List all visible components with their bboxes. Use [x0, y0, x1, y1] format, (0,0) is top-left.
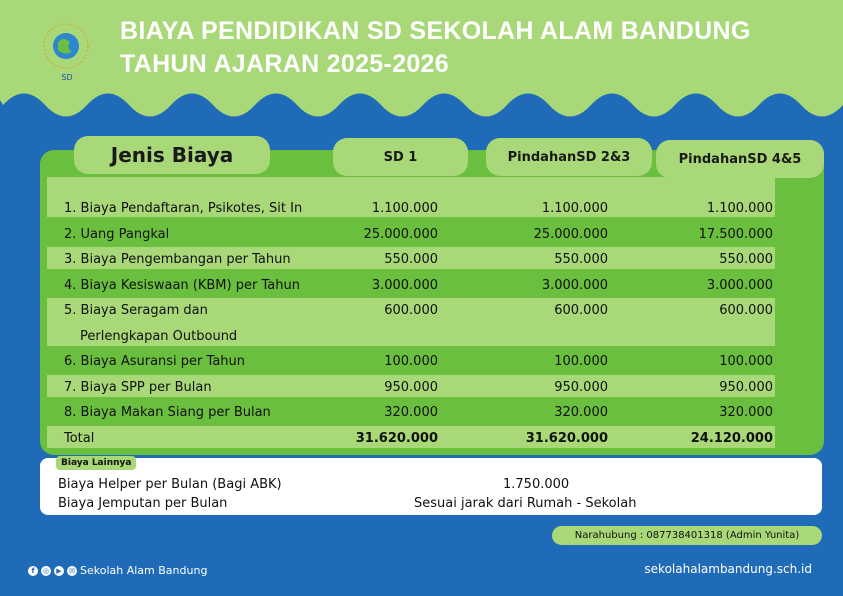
row-value-sd1: 320.000: [384, 405, 438, 420]
other-item-value: Sesuai jarak dari Rumah - Sekolah: [414, 496, 637, 511]
page-title-line1: BIAYA PENDIDIKAN SD SEKOLAH ALAM BANDUNG: [120, 17, 751, 45]
row-value-sd23: 25.000.000: [533, 227, 608, 242]
facebook-icon[interactable]: f: [28, 566, 38, 576]
row-label: 5. Biaya Seragam dan: [64, 303, 208, 318]
header-sd1: SD 1: [333, 138, 468, 176]
row-value-sd1: 550.000: [384, 252, 438, 267]
youtube-icon[interactable]: ▶: [54, 566, 64, 576]
row-value-sd23: 320.000: [554, 405, 608, 420]
row-label: 2. Uang Pangkal: [64, 227, 170, 242]
row-stripe: [47, 177, 775, 195]
row-value-sd1: 600.000: [384, 303, 438, 318]
row-value-sd45: 17.500.000: [698, 227, 773, 242]
total-value-sd23: 31.620.000: [525, 431, 608, 446]
svg-text:SD: SD: [61, 73, 73, 82]
row-label: 7. Biaya SPP per Bulan: [64, 380, 212, 395]
row-value-sd23: 3.000.000: [541, 278, 608, 293]
header-pindahan-sd23: PindahanSD 2&3: [486, 138, 652, 176]
row-value-sd1: 25.000.000: [363, 227, 438, 242]
row-value-sd23: 950.000: [554, 380, 608, 395]
row-value-sd45: 600.000: [719, 303, 773, 318]
row-value-sd23: 100.000: [554, 354, 608, 369]
row-label: 1. Biaya Pendaftaran, Psikotes, Sit In: [64, 201, 303, 216]
total-value-sd1: 31.620.000: [355, 431, 438, 446]
footer-social: [28, 564, 207, 577]
header-pindahan-sd45: PindahanSD 4&5: [656, 140, 824, 178]
website-link[interactable]: sekolahalambandung.sch.id: [644, 562, 812, 576]
row-value-sd45: 950.000: [719, 380, 773, 395]
row-value-sd45: 1.100.000: [706, 201, 773, 216]
social-account-name: Sekolah Alam Bandung: [80, 564, 208, 577]
header-jenis-biaya: Jenis Biaya: [74, 136, 270, 174]
row-label: 8. Biaya Makan Siang per Bulan: [64, 405, 271, 420]
other-item-value: 1.750.000: [503, 477, 570, 492]
school-logo: [36, 14, 104, 84]
instagram-icon[interactable]: ◎: [42, 566, 50, 575]
row-label-continued: Perlengkapan Outbound: [80, 329, 238, 344]
row-label: 4. Biaya Kesiswaan (KBM) per Tahun: [64, 278, 300, 293]
row-value-sd1: 100.000: [384, 354, 438, 369]
row-value-sd45: 550.000: [719, 252, 773, 267]
row-value-sd1: 3.000.000: [371, 278, 438, 293]
page-title-line2: TAHUN AJARAN 2025-2026: [120, 50, 449, 78]
other-costs-title: Biaya Lainnya: [56, 456, 136, 470]
other-item-label: Biaya Helper per Bulan (Bagi ABK): [58, 477, 282, 492]
contact-badge: Narahubung : 087738401318 (Admin Yunita): [552, 526, 822, 545]
email-icon[interactable]: ✉: [67, 566, 77, 576]
row-value-sd23: 1.100.000: [541, 201, 608, 216]
row-value-sd23: 550.000: [554, 252, 608, 267]
row-value-sd45: 320.000: [719, 405, 773, 420]
row-value-sd23: 600.000: [554, 303, 608, 318]
row-value-sd45: 100.000: [719, 354, 773, 369]
other-item-label: Biaya Jemputan per Bulan: [58, 496, 228, 511]
row-label: 6. Biaya Asuransi per Tahun: [64, 354, 245, 369]
total-label: Total: [64, 431, 95, 446]
row-label: 3. Biaya Pengembangan per Tahun: [64, 252, 291, 267]
row-value-sd45: 3.000.000: [706, 278, 773, 293]
total-value-sd45: 24.120.000: [690, 431, 773, 446]
row-value-sd1: 1.100.000: [371, 201, 438, 216]
row-value-sd1: 950.000: [384, 380, 438, 395]
